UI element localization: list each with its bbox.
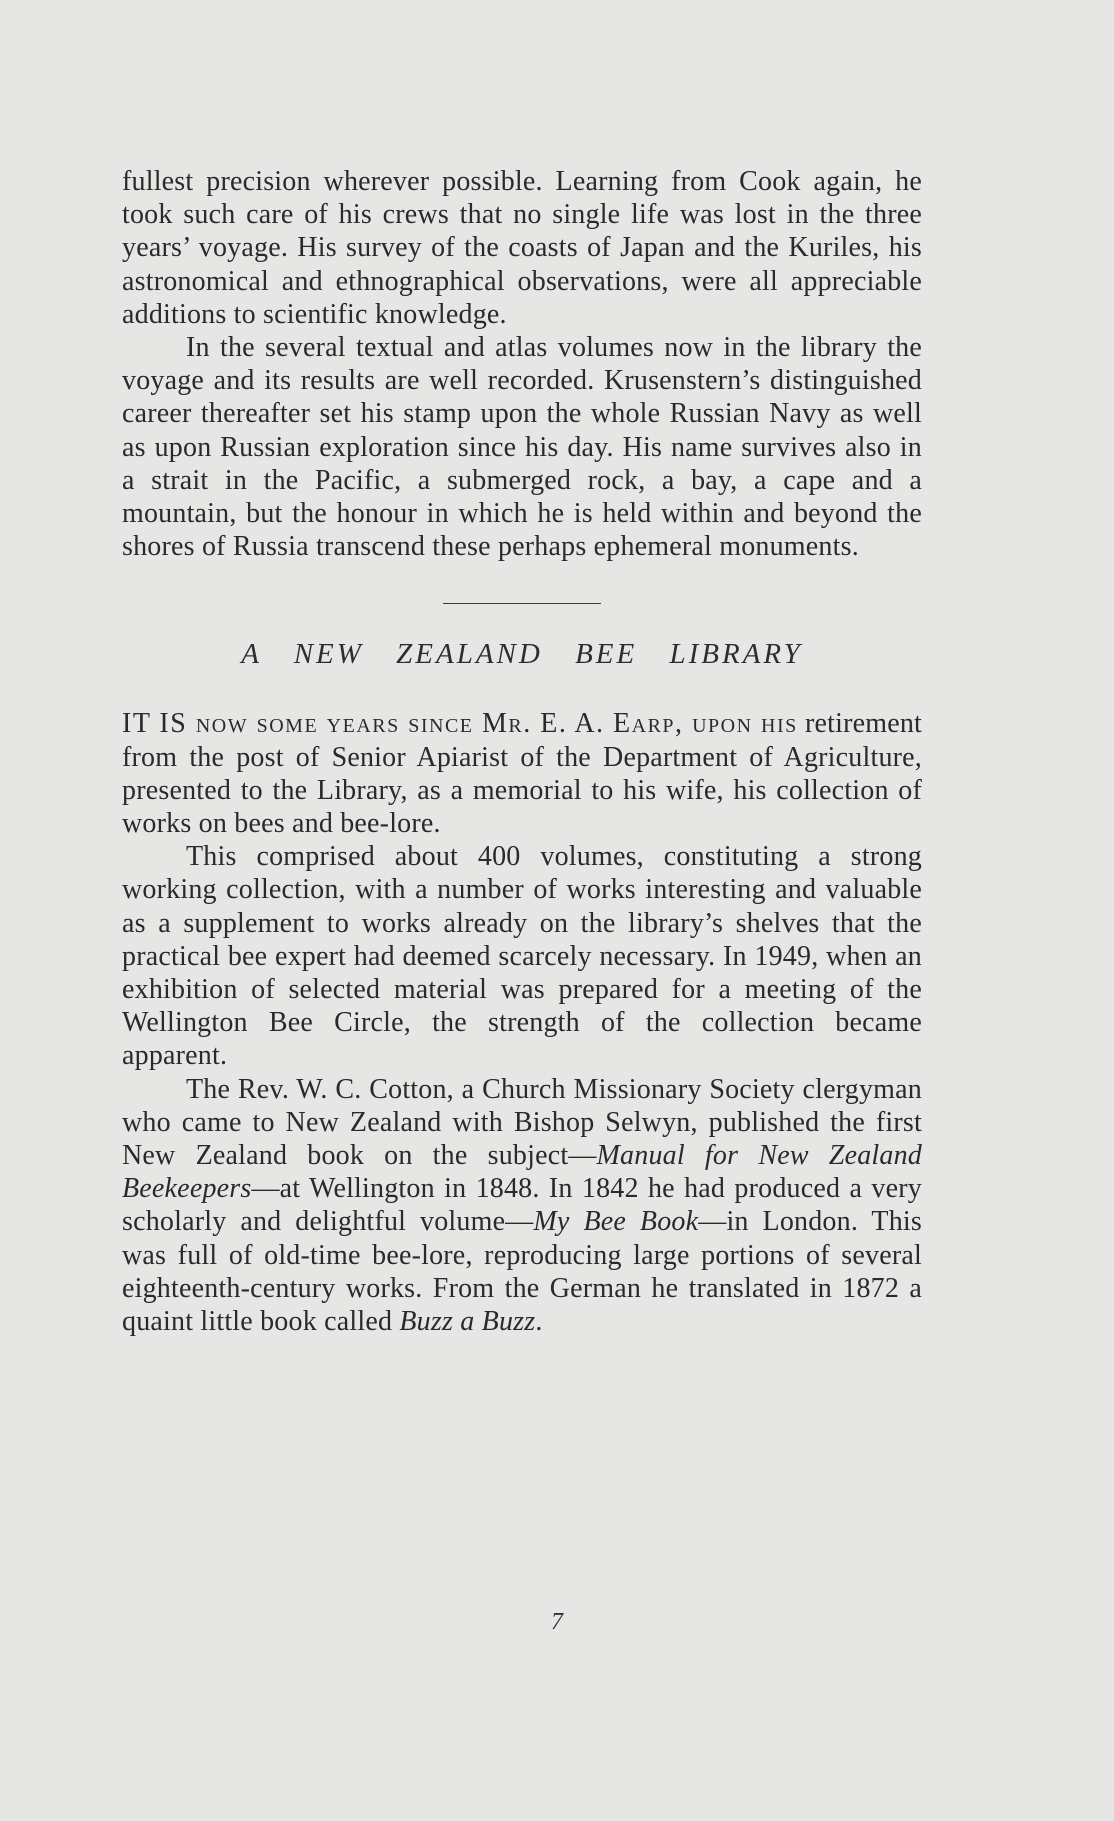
cotton-text-4: . (535, 1306, 543, 1338)
cotton-text-2: —at Wellington in 1848. In 1842 he had produced a very scholarly and delightful volume— (122, 1173, 922, 1238)
book-title-my-bee-book: My Bee Book (533, 1206, 699, 1238)
paragraph-earp-text: retirement from the post of Senior Apiarist of the Department of Agriculture, presented to the Library, as a memorial to his wife, his collection of works on bees and bee-lore. (122, 708, 923, 840)
section-heading: A NEW ZEALAND BEE LIBRARY (241, 638, 803, 671)
cotton-text-1: The Rev. W. C. Cotton, a Church Missionary Society clergyman who came to New Zealand with Bishop Selwyn, published the first New Zealand book on the subject— (122, 1073, 922, 1172)
paragraph-cook-precision: fullest precision wherever possible. Learning from Cook again, he took such care of his crews that no single life was lost in the three years’ voyage. His survey of the coasts of Japan and the Kuriles, his astronomical and ethnographical observations, were all appreciable additions to scientific knowledge. (122, 166, 922, 330)
paragraph-400-volumes: This comprised about 400 volumes, constituting a strong working collection, with a number of works interesting and valuable as a supplement to works already on the library’s shelves that the practical bee expert had deemed scarcely necessary. In 1949, when an exhibition of selected material was prepared for a meeting of the Wellington Bee Circle, the strength of the collection became apparent. (122, 841, 922, 1072)
paragraph-earp-collection (122, 707, 922, 840)
book-title-buzz-a-buzz: Buzz a Buzz (399, 1306, 536, 1338)
opening-small-caps: IT IS now some years since Mr. E. A. Earp, upon his (122, 708, 798, 740)
page-content (122, 165, 922, 1338)
book-title-manual: Manual for New Zealand Beekeepers (122, 1140, 922, 1205)
paragraph-cotton (122, 1073, 922, 1339)
section-divider (443, 603, 601, 604)
page-number: 7 (551, 1609, 563, 1635)
paragraph-krusenstern-volumes: In the several textual and atlas volumes now in the library the voyage and its results are well recorded. Krusenstern’s distinguished career thereafter set his stamp upon the whole Russian Navy as well as upon Russian exploration since his day. His name survives also in a strait in the Pacific, a submerged rock, a bay, a cape and a mountain, but the honour in which he is held within and beyond the shores of Russia transcend these perhaps ephemeral monuments. (122, 332, 922, 563)
cotton-text-3: —in London. This was full of old-time bee-lore, reproducing large portions of several eighteenth-century works. From the German he translated in 1872 a quaint little book called (122, 1206, 922, 1338)
